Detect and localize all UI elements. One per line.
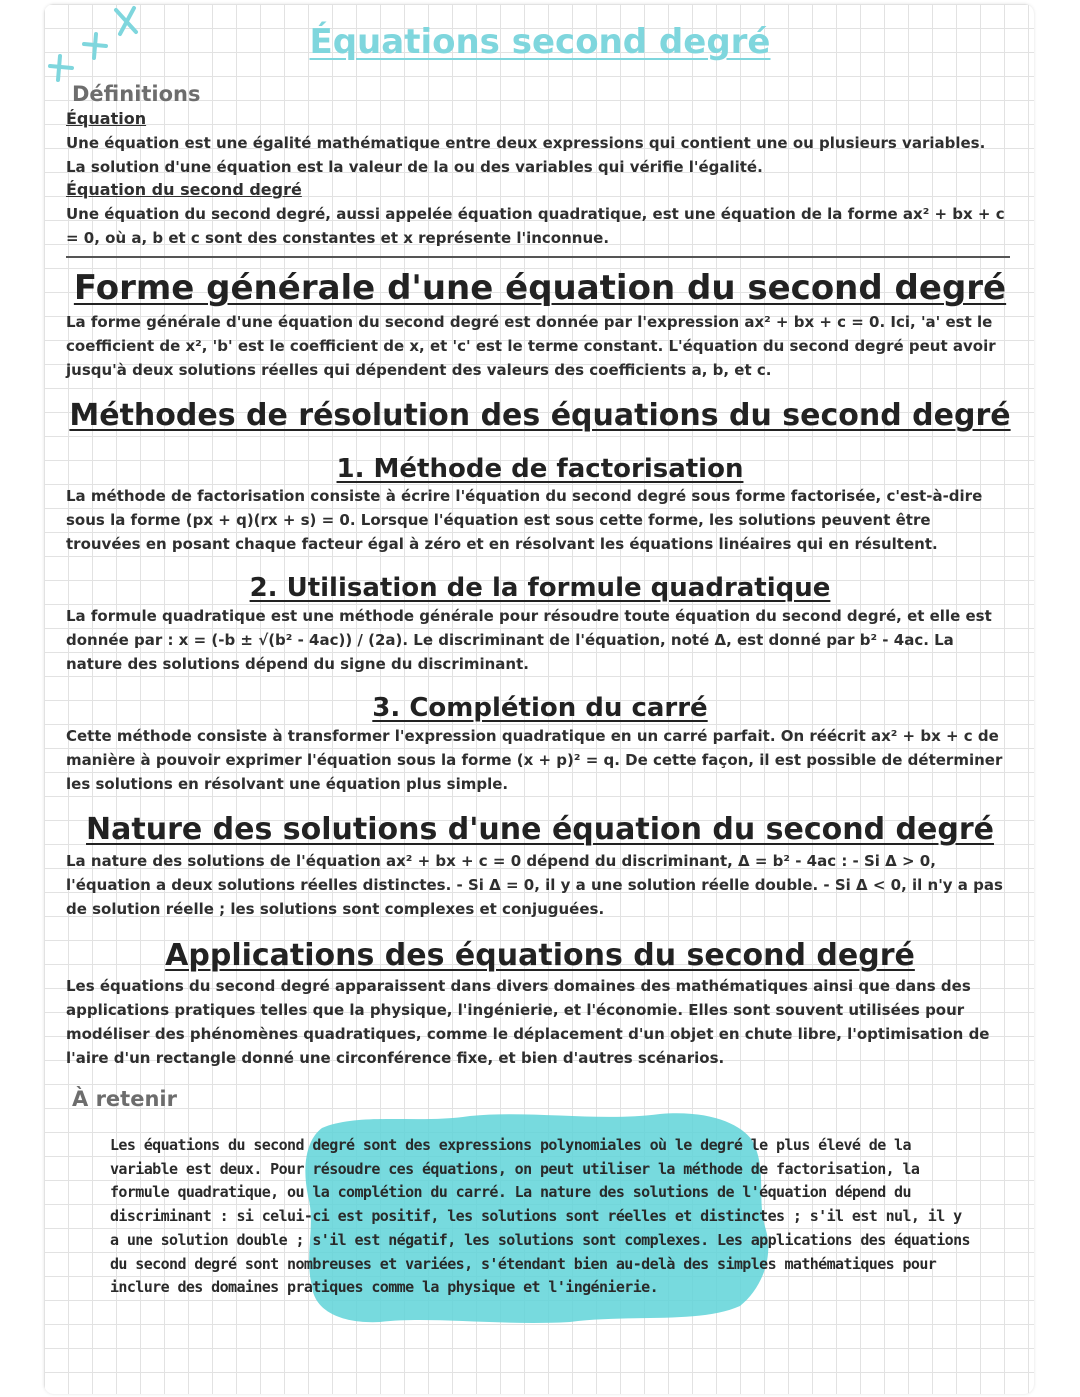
retenir-label: À retenir (72, 1087, 177, 1111)
method-quadratic-heading: 2. Utilisation de la formule quadratique (249, 573, 831, 603)
applications-text: Les équations du second degré apparaissent dans divers domaines des mathématiques ainsi que dans des applications pratiques telles que la physique, l'ingénierie, et l'économie. Elles sont souvent utilisées pour modéliser des phénomènes quadratiques, comme le déplacement d'un objet en chute libre, l'optimisation de l'aire d'un rectangle donné une circonférence fixe, et bien d'autres scénarios. (66, 977, 990, 1067)
method-completion-text: Cette méthode consiste à transformer l'expression quadratique en un carré parfait. On réécrit ax² + bx + c de manière à pouvoir exprimer l'équation sous la forme (x + p)² = q. De cette façon, il est possible de déterminer les solutions en résolvant une équation plus simple. (66, 727, 1003, 793)
retenir-text: Les équations du second degré sont des expressions polynomiales où le degré le plus élevé de la variable est deux. Pour résoudre ces équations, on peut utiliser la méthode de factorisation, la formule quadratique, ou la complétion du carré. La nature des solutions de l'équation dépend du discriminant : si celui-ci est positif, les solutions sont réelles et distinctes ; s'il est nul, il y a une solution double ; s'il est négatif, les solutions sont complexes. Les applications des équations du second degré sont nombreuses et variées, s'étendant bien au-delà des simples mathématiques pour inclure des domaines pratiques comme la physique et l'ingénierie. (110, 1136, 970, 1297)
methods-heading: Méthodes de résolution des équations du second degré (69, 398, 1011, 433)
equation-heading: Équation (66, 109, 147, 128)
equation-text: Une équation est une égalité mathématique entre deux expressions qui contient une ou plusieurs variables. La solution d'une équation est la valeur de la ou des variables qui vérifie l'égalité. (66, 134, 986, 176)
second-degree-text: Une équation du second degré, aussi appelée équation quadratique, est une équation de la forme ax² + bx + c = 0, où a, b et c sont des constantes et x représente l'inconnue. (66, 205, 1005, 247)
applications-heading: Applications des équations du second degré (165, 938, 915, 973)
section-divider (66, 256, 1010, 258)
method-quadratic-text: La formule quadratique est une méthode générale pour résoudre toute équation du second degré, et elle est donnée par : x = (-b ± √(b² - 4ac)) / (2a). Le discriminant de l'équation, noté Δ, est donné par b² - 4ac. La nature des solutions dépend du signe du discriminant. (66, 607, 992, 673)
nature-text: La nature des solutions de l'équation ax² + bx + c = 0 dépend du discriminant, Δ = b² - 4ac : - Si Δ > 0, l'équation a deux solutions réelles distinctes. - Si Δ = 0, il y a une solution réelle double. - Si Δ < 0, il n'y a pas de solution réelle ; les solutions sont complexes et conjuguées. (66, 852, 1003, 918)
definitions-label: Définitions (72, 82, 201, 106)
general-form-heading: Forme générale d'une équation du second degré (73, 268, 1007, 308)
second-degree-heading: Équation du second degré (66, 180, 302, 199)
method-completion-heading: 3. Complétion du carré (372, 693, 708, 723)
nature-heading: Nature des solutions d'une équation du second degré (86, 812, 994, 847)
method-factorisation-heading: 1. Méthode de factorisation (336, 454, 744, 484)
page-title: Équations second degré (309, 22, 771, 62)
general-form-text: La forme générale d'une équation du second degré est donnée par l'expression ax² + bx + c = 0. Ici, 'a' est le coefficient de x², 'b' est le coefficient de x, et 'c' est le terme constant. L'équation du second degré peut avoir jusqu'à deux solutions réelles qui dépendent des valeurs des coefficients a, b, et c. (66, 313, 996, 379)
method-factorisation-text: La méthode de factorisation consiste à écrire l'équation du second degré sous forme factorisée, c'est-à-dire sous la forme (px + q)(rx + s) = 0. Lorsque l'équation est sous cette forme, les solutions peuvent être trouvées en posant chaque facteur égal à zéro et en résolvant les équations linéaires qui en résultent. (66, 487, 983, 553)
